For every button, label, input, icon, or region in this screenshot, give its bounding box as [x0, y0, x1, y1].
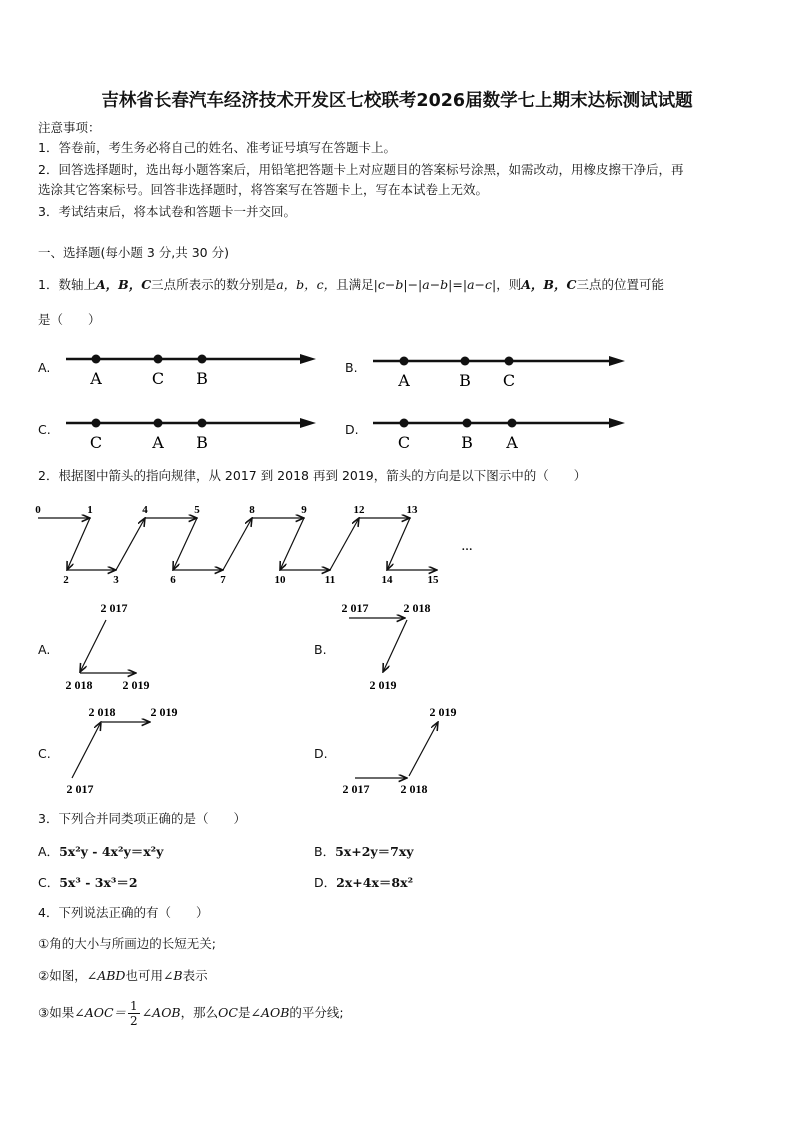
q4-s3-d: ，那么 [180, 1005, 219, 1020]
q4-s3-fraction [128, 999, 140, 1028]
q3-option-b-expr: 5x+2y＝7xy [335, 844, 414, 859]
pattern-ellipsis: … [461, 541, 473, 553]
q2-option-d-figure [335, 702, 465, 800]
q1-option-a-numberline [60, 345, 322, 390]
q2-option-d-label: D. [314, 746, 328, 761]
notice-heading: 注意事项： [38, 120, 101, 135]
q4-statement-3 [38, 993, 344, 1033]
pattern-num-15: 15 [427, 574, 439, 586]
q3-option-b [314, 844, 414, 860]
q2-stem: 2．根据图中箭头的指向规律，从 2017 到 2018 再到 2019，箭头的方向是以下图示中的（ ） [38, 468, 587, 483]
q4-s3-angle3: ∠AOB [250, 1005, 290, 1020]
q4-s2-a: ②如图， [38, 968, 87, 983]
q1-text-c: 三点所表示的数分别是 [151, 277, 277, 292]
q2a-n1: 2 017 [100, 601, 128, 615]
pattern-num-2: 2 [63, 574, 69, 586]
q1a-point-2: C [151, 369, 165, 388]
q2d-n2: 2 018 [400, 782, 428, 796]
q1-stem-line2: 是（ ） [38, 312, 101, 327]
notice-item-3: 3．考试结束后，将本试卷和答题卡一并交回。 [38, 204, 296, 219]
q2-option-a-figure [58, 598, 178, 694]
q1d-point-3: A [506, 433, 518, 452]
q1-option-a-label: A. [38, 360, 51, 375]
q1c-point-3: B [196, 433, 208, 452]
q1a-point-3: B [196, 369, 208, 388]
pattern-num-11: 11 [324, 574, 336, 586]
q4-statement-1: ①角的大小与所画边的长短无关; [38, 936, 216, 951]
q3-option-c-label: C． [38, 875, 60, 890]
q2b-n2: 2 018 [403, 601, 431, 615]
q4-s3-angle: ∠AOC＝ [74, 1005, 127, 1020]
q3-option-c-expr: 5x³ - 3x³＝2 [59, 875, 138, 890]
q1-option-b-numberline [367, 347, 632, 392]
q1-text-a: 1．数轴上 [38, 277, 96, 292]
q4-s2-angle-b: ∠B [162, 968, 183, 983]
q4-s3-denominator: 2 [130, 1013, 138, 1028]
q2-option-a-label: A. [38, 642, 51, 657]
q1b-point-1: A [398, 371, 410, 390]
q1-option-d-label: D. [345, 422, 359, 437]
pattern-num-9: 9 [301, 504, 307, 516]
q3-stem: 3．下列合并同类项正确的是（ ） [38, 811, 246, 826]
q1-formula: |c−b|−|a−b|=|a−c| [373, 277, 497, 292]
pattern-num-0: 0 [35, 504, 41, 516]
q1b-point-3: C [502, 371, 516, 390]
q2a-n3: 2 019 [122, 678, 150, 692]
q1c-point-1: C [89, 433, 103, 452]
q1-points-2: A，B，C [521, 277, 577, 292]
q3-option-b-label: B． [314, 844, 336, 859]
q3-option-a-label: A． [38, 844, 60, 859]
pattern-num-8: 8 [249, 504, 255, 516]
q4-s2-c: 也可用 [125, 968, 163, 983]
q3-option-d [314, 875, 413, 891]
q1b-point-2: B [459, 371, 471, 390]
q3-option-a-expr: 5x²y - 4x²y＝x²y [59, 844, 164, 859]
q1-text-h: 三点的位置可能 [576, 277, 664, 292]
pattern-num-12: 12 [353, 504, 365, 516]
pattern-num-7: 7 [220, 574, 226, 586]
pattern-num-5: 5 [194, 504, 200, 516]
q4-s3-numerator: 1 [130, 998, 138, 1013]
q3-option-c [38, 875, 138, 891]
q3-option-a [38, 844, 163, 860]
q2d-n3: 2 019 [429, 705, 457, 719]
pattern-num-4: 4 [142, 504, 148, 516]
q1-points-1: A，B，C [95, 277, 152, 292]
pattern-num-6: 6 [170, 574, 176, 586]
notice-item-2: 2．回答选择题时，选出每小题答案后，用铅笔把答题卡上对应题目的答案标号涂黑，如需改动，用橡皮擦干净后，再 [38, 162, 684, 177]
q2a-n2: 2 018 [65, 678, 93, 692]
q2c-n2: 2 018 [88, 705, 116, 719]
q1-option-c-label: C. [38, 422, 51, 437]
notice-item-1: 1．答卷前，考生务必将自己的姓名、准考证号填写在答题卡上。 [38, 140, 396, 155]
pattern-num-14: 14 [381, 574, 393, 586]
pattern-num-1: 1 [87, 504, 93, 516]
q4-s3-f: 是 [237, 1005, 251, 1020]
q1-option-d-numberline [367, 409, 632, 454]
q2d-n1: 2 017 [342, 782, 370, 796]
page-title: 吉林省长春汽车经济技术开发区七校联考2026届数学七上期末达标测试试题 [101, 91, 693, 111]
q1-text-e: 且满足 [336, 277, 374, 292]
q1-stem [38, 277, 664, 293]
q4-s2-angle: ∠ABD [86, 968, 126, 983]
q1a-point-1: A [90, 369, 102, 388]
q2-option-c-label: C. [38, 746, 51, 761]
q3-option-d-label: D． [314, 875, 337, 890]
q2-arrow-pattern [30, 498, 490, 590]
q1d-point-1: C [397, 433, 411, 452]
q1c-point-2: A [152, 433, 164, 452]
q2b-n3: 2 019 [369, 678, 397, 692]
notice-item-2-cont: 选涂其它答案标号。回答非选择题时，将答案写在答题卡上，写在本试卷上无效。 [38, 182, 489, 197]
q2-option-c-figure [58, 702, 188, 800]
q2c-n3: 2 019 [150, 705, 178, 719]
q4-s3-angle2: ∠AOB [141, 1005, 181, 1020]
q4-stem: 4．下列说法正确的有（ ） [38, 905, 209, 920]
q4-s3-ray: OC [218, 1005, 238, 1020]
q1d-point-2: B [461, 433, 473, 452]
q3-option-d-expr: 2x+4x＝8x² [336, 875, 414, 890]
q4-s3-h: 的平分线; [289, 1005, 344, 1020]
q4-s3-a: ③如果 [38, 1005, 75, 1020]
q2b-n1: 2 017 [341, 601, 369, 615]
q2-option-b-figure [335, 598, 455, 694]
q2-option-b-label: B. [314, 642, 327, 657]
pattern-num-13: 13 [406, 504, 418, 516]
pattern-num-3: 3 [113, 574, 119, 586]
q4-s2-e: 表示 [182, 968, 208, 983]
q1-option-b-label: B. [345, 360, 358, 375]
pattern-num-10: 10 [274, 574, 286, 586]
q4-statement-2 [38, 968, 208, 984]
q1-text-f: ，则 [496, 277, 522, 292]
q1-option-c-numberline [60, 409, 322, 454]
q1-vars: a，b，c， [276, 277, 337, 292]
section-heading: 一、选择题(每小题 3 分,共 30 分) [38, 245, 229, 260]
q2c-n1: 2 017 [66, 782, 94, 796]
